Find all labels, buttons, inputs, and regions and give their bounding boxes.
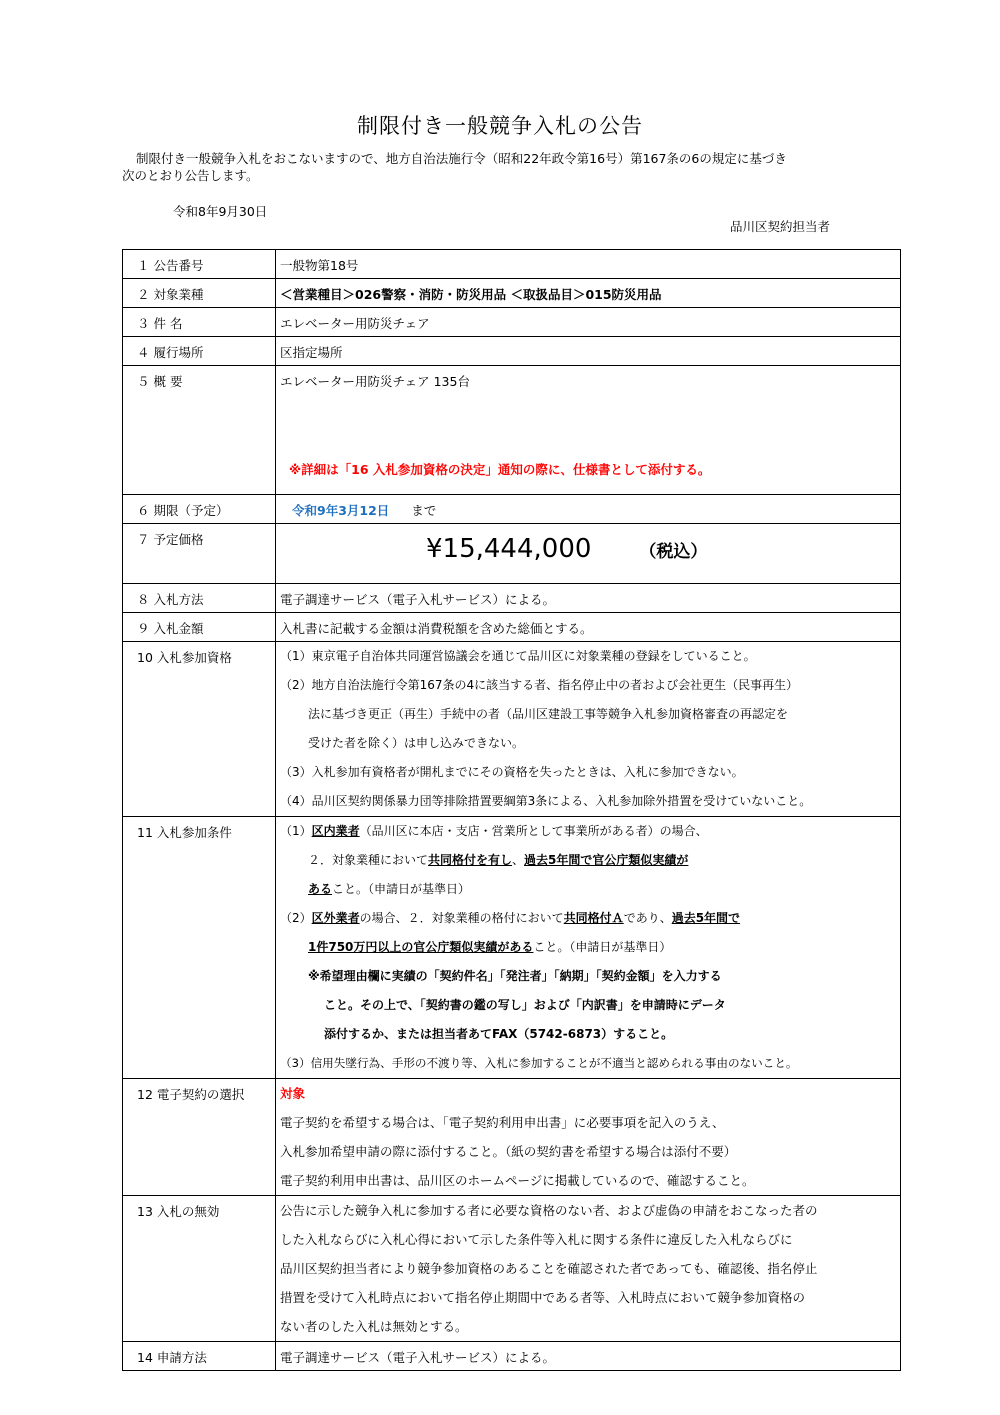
qualification-line: （4）品川区契約関係暴力団等排除措置要綱第3条による、入札参加除外措置を受けていないこと。 (280, 794, 812, 808)
condition-text: こと。（申請日が基準日） (332, 882, 471, 896)
condition-emphasis: 共同格付Ａ (563, 911, 624, 925)
row-label: 12 電子契約の選択 (123, 1079, 276, 1196)
condition-text: （品川区に本店・支店・営業所として事業所がある者）の場合、 (359, 824, 708, 838)
condition-emphasis: 1件750万円以上の官公庁類似実績がある (308, 940, 534, 954)
row-value (276, 817, 901, 1079)
row-value: ＜営業種目＞026警察・消防・防災用品 ＜取扱品目＞015防災用品 (276, 279, 901, 308)
tax-included-label: （税込） (639, 542, 708, 562)
row-label: １ 公告番号 (123, 250, 276, 279)
table-row (123, 524, 901, 584)
invalid-line: ない者のした入札は無効とする。 (280, 1319, 468, 1334)
row-label: ９ 入札金額 (123, 613, 276, 642)
overview-text: エレベーター用防災チェア 135台 (280, 374, 470, 389)
table-row (123, 279, 901, 308)
condition-line (280, 875, 896, 904)
condition-line (280, 817, 896, 846)
notice-date: 令和8年9月30日 (173, 204, 268, 219)
row-value (276, 366, 901, 495)
row-value (276, 1196, 901, 1342)
row-value (276, 1079, 901, 1196)
qualification-line: （2）地方自治法施行令第167条の4に該当する者、指名停止中の者および会社更生（民事再生） (280, 678, 799, 692)
table-row (123, 366, 901, 495)
table-row (123, 1079, 901, 1196)
table-row (123, 495, 901, 524)
row-label: ３ 件 名 (123, 308, 276, 337)
qualification-line: 法に基づき更正（再生）手続中の者（品川区建設工事等競争入札参加資格審査の再認定を (308, 707, 789, 721)
qualification-line: （1）東京電子自治体共同運営協議会を通じて品川区に対象業種の登録をしていること。 (280, 649, 756, 663)
table-row (123, 642, 901, 817)
condition-emphasis: 過去5年間で官公庁類似実績が (524, 853, 689, 867)
condition-line: 添付するか、または担当者あてFAX（5742-6873）すること。 (324, 1027, 674, 1041)
table-row (123, 817, 901, 1079)
invalid-line: した入札ならびに入札心得において示した条件等入札に関する条件に違反した入札ならびに (280, 1232, 793, 1247)
econtract-line: 電子契約を希望する場合は、「電子契約利用申出書」に必要事項を記入のうえ、 (280, 1115, 725, 1130)
row-label: ２ 対象業種 (123, 279, 276, 308)
table-row (123, 613, 901, 642)
condition-emphasis: 区外業者 (311, 911, 360, 925)
econtract-target: 対象 (280, 1086, 306, 1101)
invalid-line: 公告に示した競争入札に参加する者に必要な資格のない者、および虚偽の申請をおこなった者の (280, 1203, 818, 1218)
notice-table (122, 249, 901, 1371)
row-value: 一般物第18号 (276, 250, 901, 279)
row-label: ６ 期限（予定） (123, 495, 276, 524)
intro-line-2: 次のとおり公告します。 (122, 168, 259, 183)
condition-line: こと。その上で、「契約書の鑑の写し」および「内訳書」を申請時にデータ (324, 998, 726, 1012)
page-title: 制限付き一般競争入札の公告 (357, 114, 643, 138)
estimated-price: ¥15,444,000 (426, 534, 592, 564)
qualification-line: （3）入札参加有資格者が開札までにその資格を失ったときは、入札に参加できない。 (280, 765, 744, 779)
row-label: ８ 入札方法 (123, 584, 276, 613)
row-value: 入札書に記載する金額は消費税額を含めた総価とする。 (276, 613, 901, 642)
row-label: 10 入札参加資格 (123, 642, 276, 817)
econtract-line: 電子契約利用申出書は、品川区のホームページに掲載しているので、確認すること。 (280, 1173, 755, 1188)
condition-text: こと。（申請日が基準日） (533, 940, 672, 954)
table-row (123, 584, 901, 613)
overview-note: ※詳細は「16 入札参加資格の決定」通知の際に、仕様書として添付する。 (289, 462, 711, 477)
condition-emphasis: 過去5年間で (671, 911, 741, 925)
invalid-line: 品川区契約担当者により競争参加資格のあることを確認された者であっても、確認後、指名停止 (280, 1261, 818, 1276)
row-value (276, 495, 901, 524)
condition-emphasis: 区内業者 (311, 824, 360, 838)
condition-line (280, 904, 896, 933)
condition-line (280, 846, 896, 875)
table-row (123, 1342, 901, 1371)
row-label: 11 入札参加条件 (123, 817, 276, 1079)
row-label: ７ 予定価格 (123, 524, 276, 584)
condition-text: ２．対象業種において (308, 853, 429, 867)
condition-emphasis: 共同格付を有し (428, 853, 513, 867)
condition-text: （2） (280, 911, 312, 925)
row-value: 電子調達サービス（電子入札サービス）による。 (276, 1342, 901, 1371)
intro-line-1: 制限付き一般競争入札をおこないますので、地方自治法施行令（昭和22年政令第16号）第167条の6の規定に基づき (136, 151, 787, 166)
table-row (123, 250, 901, 279)
deadline-date: 令和9年3月12日 (292, 503, 390, 518)
condition-emphasis: ある (308, 882, 333, 896)
intro-text (122, 150, 882, 184)
condition-line: ※希望理由欄に実績の「契約件名」「発注者」「納期」「契約金額」を入力する (308, 969, 722, 983)
condition-line: （3）信用失墜行為、手形の不渡り等、入札に参加することが不適当と認められる事由のないこと。 (280, 1056, 798, 1070)
row-label: ５ 概 要 (123, 366, 276, 495)
condition-text: の場合、２．対象業種の格付において (359, 911, 564, 925)
table-row (123, 337, 901, 366)
condition-line (280, 933, 896, 962)
econtract-line: 入札参加希望申請の際に添付すること。（紙の契約書を希望する場合は添付不要） (280, 1144, 737, 1159)
row-label: 14 申請方法 (123, 1342, 276, 1371)
qualification-line: 受けた者を除く）は申し込みできない。 (308, 736, 525, 750)
row-value: 電子調達サービス（電子入札サービス）による。 (276, 584, 901, 613)
table-row (123, 1196, 901, 1342)
row-value: 区指定場所 (276, 337, 901, 366)
row-label: 13 入札の無効 (123, 1196, 276, 1342)
row-value: エレベーター用防災チェア (276, 308, 901, 337)
issuer: 品川区契約担当者 (729, 219, 830, 234)
invalid-line: 措置を受けて入札時点において指名停止期間中である者等、入札時点において競争参加資格の (280, 1290, 806, 1305)
condition-text: （1） (280, 824, 312, 838)
row-value (276, 642, 901, 817)
row-label: ４ 履行場所 (123, 337, 276, 366)
table-row (123, 308, 901, 337)
row-value (276, 524, 901, 584)
deadline-suffix: まで (411, 503, 437, 518)
condition-text: であり、 (623, 911, 672, 925)
condition-text: 、 (512, 853, 525, 867)
